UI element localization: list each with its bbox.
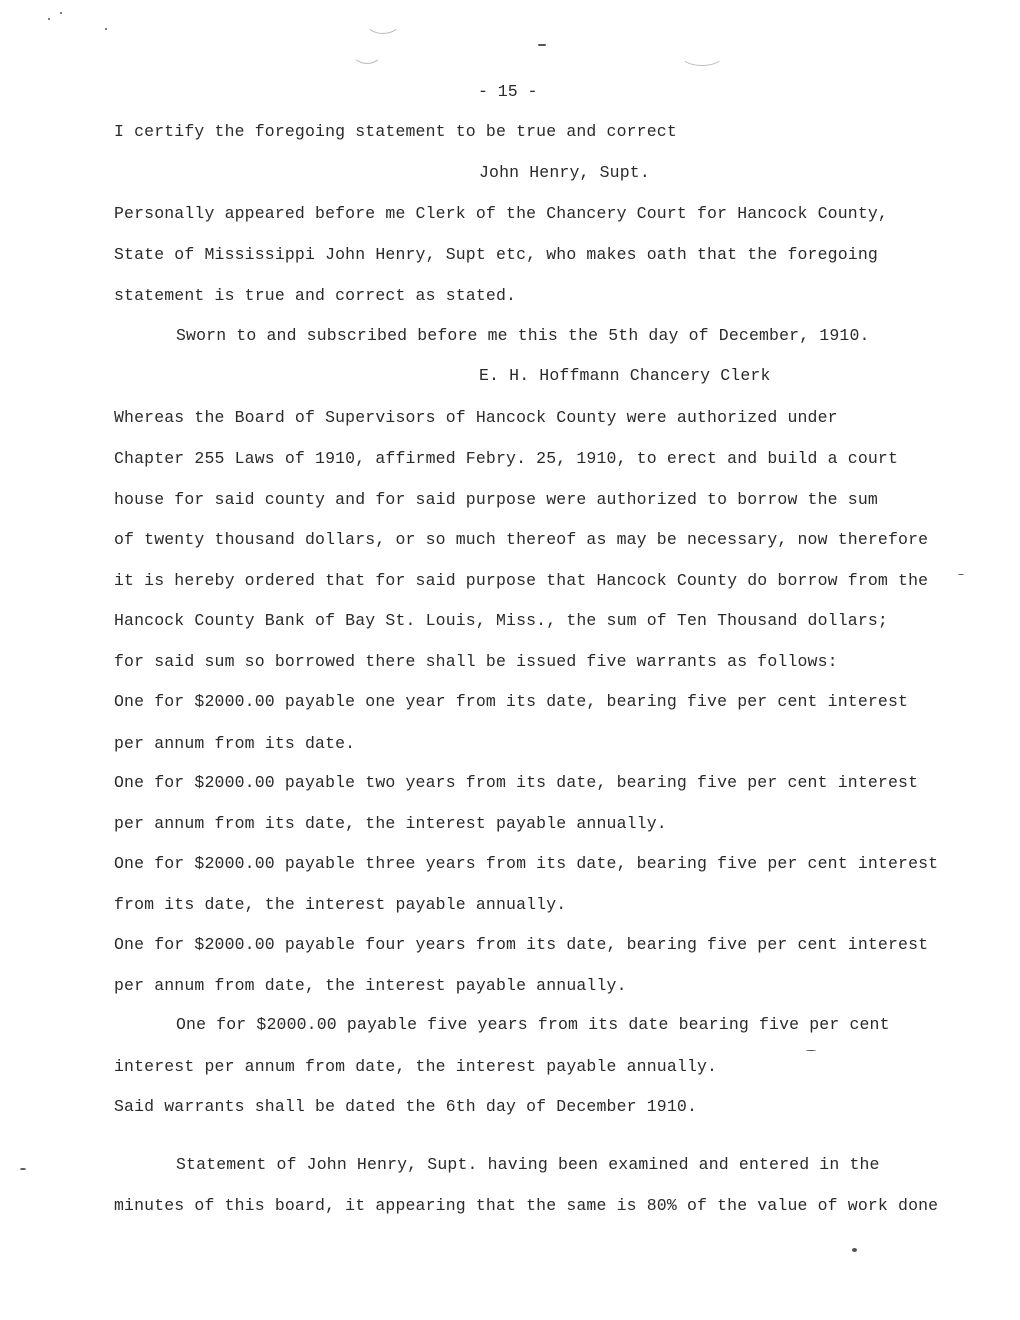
warrant-line: One for $2000.00 payable three years from its date, bearing five per cent interest: [114, 854, 939, 873]
signature-supt: John Henry, Supt.: [479, 163, 650, 182]
body-line: Statement of John Henry, Supt. having been examined and entered in the: [176, 1155, 880, 1174]
body-line: State of Mississippi John Henry, Supt etc, who makes oath that the foregoing: [114, 245, 878, 264]
warrant-line: interest per annum from date, the interest payable annually.: [114, 1057, 718, 1076]
scan-speck: [48, 18, 50, 20]
warrant-line: per annum from its date, the interest payable annually.: [114, 814, 667, 833]
warrant-line: One for $2000.00 payable five years from its date bearing five per cent: [176, 1015, 890, 1034]
scan-mark: [365, 8, 401, 34]
page-number: - 15 -: [478, 82, 538, 101]
scan-speck: [806, 1050, 816, 1051]
certification-line: I certify the foregoing statement to be true and correct: [114, 122, 677, 141]
scan-mark: [680, 44, 724, 66]
warrant-line: One for $2000.00 payable two years from its date, bearing five per cent interest: [114, 773, 919, 792]
body-line: for said sum so borrowed there shall be issued five warrants as follows:: [114, 652, 838, 671]
body-line: it is hereby ordered that for said purpose that Hancock County do borrow from the: [114, 571, 929, 590]
body-line: Chapter 255 Laws of 1910, affirmed Febry. 25, 1910, to erect and build a court: [114, 449, 899, 468]
body-line: Sworn to and subscribed before me this the 5th day of December, 1910.: [176, 326, 870, 345]
body-line: Personally appeared before me Clerk of the Chancery Court for Hancock County,: [114, 204, 888, 223]
signature-clerk: E. H. Hoffmann Chancery Clerk: [479, 366, 771, 385]
scan-speck: [538, 44, 546, 46]
warrant-line: Said warrants shall be dated the 6th day of December 1910.: [114, 1097, 697, 1116]
body-line: house for said county and for said purpose were authorized to borrow the sum: [114, 490, 878, 509]
warrant-line: per annum from its date.: [114, 734, 356, 753]
scan-speck: [105, 28, 107, 30]
scan-speck: [60, 12, 62, 14]
warrant-line: One for $2000.00 payable four years from its date, bearing five per cent interest: [114, 935, 929, 954]
warrant-line: from its date, the interest payable annually.: [114, 895, 567, 914]
body-line: minutes of this board, it appearing that the same is 80% of the value of work done: [114, 1196, 939, 1215]
warrant-line: One for $2000.00 payable one year from its date, bearing five per cent interest: [114, 692, 909, 711]
body-line: Hancock County Bank of Bay St. Louis, Miss., the sum of Ten Thousand dollars;: [114, 611, 888, 630]
scan-speck: [20, 1168, 26, 1170]
body-line: statement is true and correct as stated.: [114, 286, 517, 305]
scan-speck: [852, 1248, 857, 1252]
scan-speck: [958, 574, 964, 575]
scan-mark: [352, 40, 382, 64]
warrant-line: per annum from date, the interest payable annually.: [114, 976, 627, 995]
body-line: Whereas the Board of Supervisors of Hancock County were authorized under: [114, 408, 838, 427]
body-line: of twenty thousand dollars, or so much thereof as may be necessary, now therefore: [114, 530, 929, 549]
